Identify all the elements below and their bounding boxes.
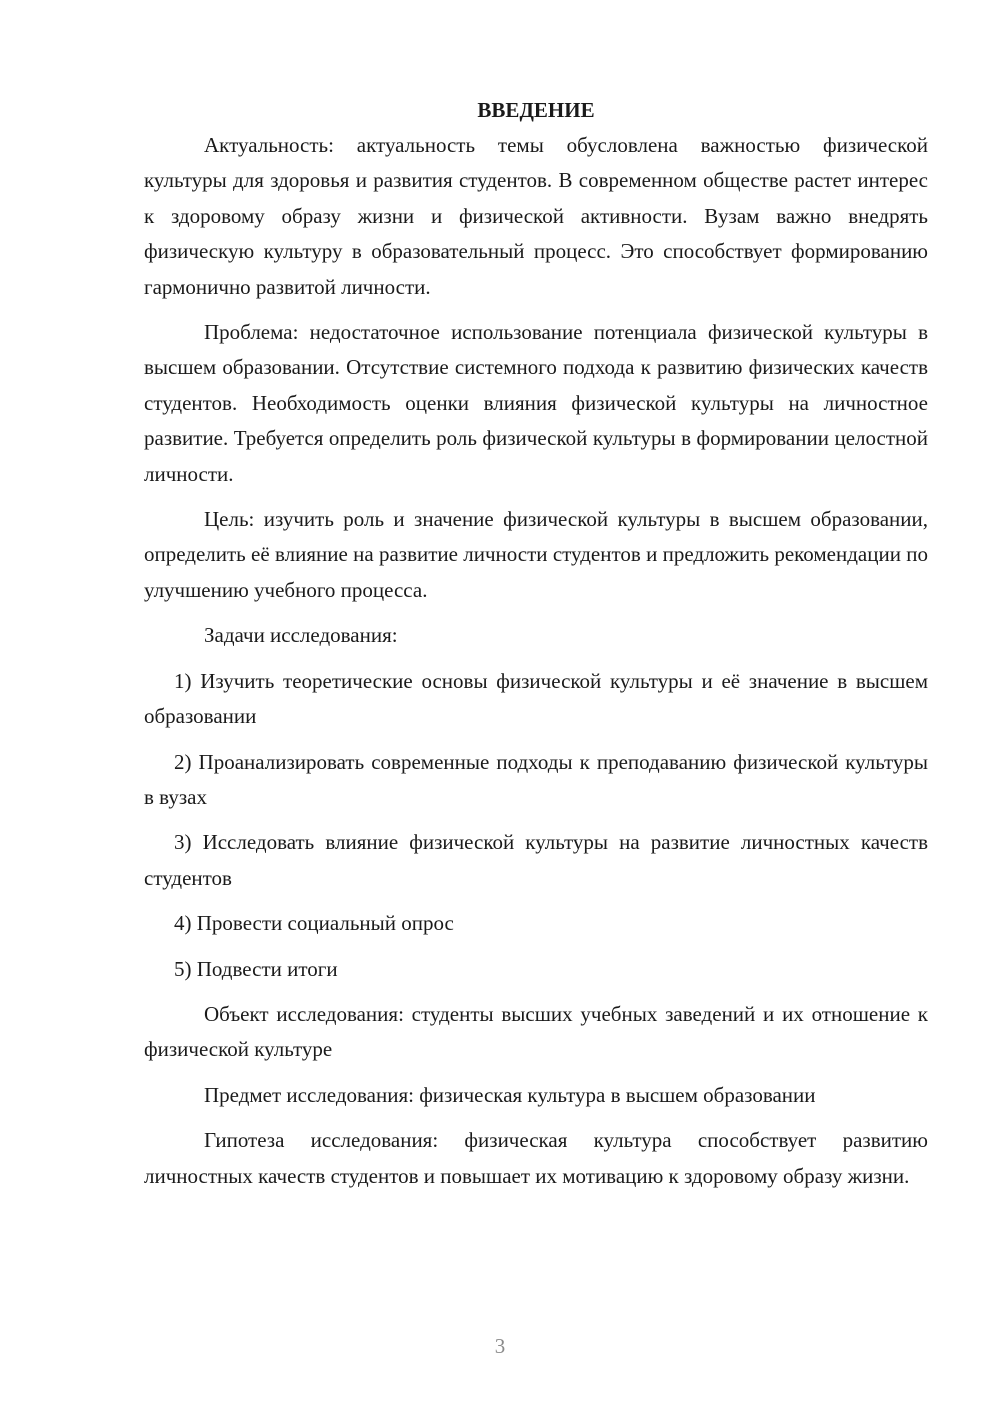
task-item: 4) Провести социальный опрос — [174, 911, 454, 936]
task-item: 3) Исследовать влияние физической культуры на развитие личностных качеств студентов — [144, 830, 928, 890]
tasks-heading: Задачи исследования: — [204, 623, 398, 648]
page-number: 3 — [494, 1334, 506, 1358]
task-item: 5) Подвести итоги — [174, 956, 338, 981]
problem-paragraph: Проблема: недостаточное использование потенциала физической культуры в высшем образовании. Отсутствие системного подхода к развитию физических качеств студентов. Необходимость оценки влияния физической культуры на личностное развитие. Требуется определить роль физической культуры в формировании целостной личности. — [144, 320, 928, 486]
subject-paragraph: Предмет исследования: физическая культура в высшем образовании — [204, 1082, 816, 1107]
task-item: 2) Проанализировать современные подходы к преподаванию физической культуры в вузах — [144, 749, 928, 809]
relevance-paragraph: Актуальность: актуальность темы обусловлена важностью физической культуры для здоровья и развития студентов. В современном обществе растет интерес к здоровому образу жизни и физической активности. Вузам важно внедрять физическую культуру в образовательный процесс. Это способствует формированию гармонично развитой личности. — [144, 133, 928, 299]
document-page — [144, 92, 928, 1204]
goal-paragraph: Цель: изучить роль и значение физической культуры в высшем образовании, определить её влияние на развитие личности студентов и предложить рекомендации по улучшению учебного процесса. — [144, 507, 928, 602]
page-title: ВВЕДЕНИЕ — [477, 98, 595, 122]
task-item: 1) Изучить теоретические основы физической культуры и её значение в высшем образовании — [144, 668, 928, 729]
hypothesis-paragraph: Гипотеза исследования: физическая культура способствует развитию личностных качеств студентов и повышает их мотивацию к здоровому образу жизни. — [144, 1128, 928, 1188]
object-paragraph: Объект исследования: студенты высших учебных заведений и их отношение к физической культуре — [144, 1001, 928, 1062]
